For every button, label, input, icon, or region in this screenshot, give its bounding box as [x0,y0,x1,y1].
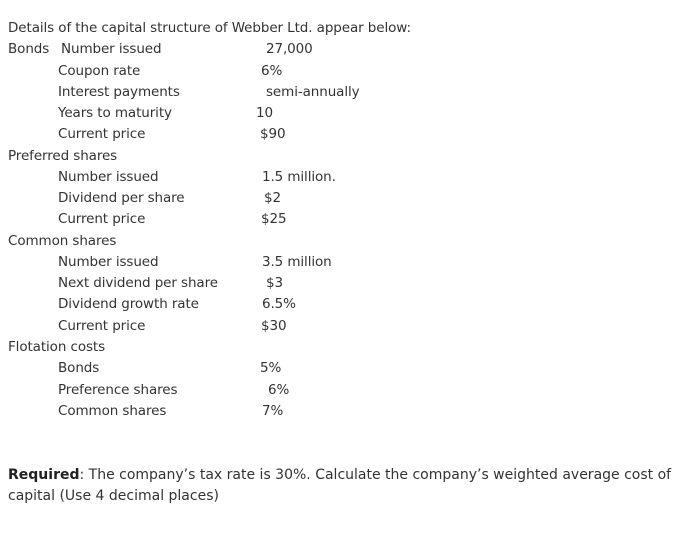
bonds-years-to-maturity-value: 10 [256,105,273,121]
common-next-dividend-value: $3 [266,275,283,291]
bonds-interest-payments-value: semi-annually [266,84,360,100]
flotation-heading: Flotation costs [8,339,106,355]
bonds-current-price-label: Current price [58,126,146,142]
bonds-number-issued-label: Number issued [61,41,162,57]
flotation-preference-shares-label: Preference shares [58,382,178,398]
bonds-coupon-rate-label: Coupon rate [58,63,141,79]
bonds-coupon-rate-value: 6% [261,63,283,79]
preferred-number-issued-value: 1.5 million. [262,169,336,185]
flotation-bonds-value: 5% [260,360,282,376]
required-label: Required [8,467,80,483]
common-current-price-label: Current price [58,318,146,334]
flotation-common-shares-value: 7% [262,403,284,419]
common-dividend-growth-rate-label: Dividend growth rate [58,296,199,312]
common-next-dividend-label: Next dividend per share [58,275,218,291]
preferred-current-price-value: $25 [261,211,287,227]
intro-text: Details of the capital structure of Webber Ltd. appear below: [8,20,411,36]
flotation-bonds-label: Bonds [58,360,100,376]
flotation-preference-shares-value: 6% [268,382,290,398]
preferred-dividend-per-share-label: Dividend per share [58,190,185,206]
preferred-number-issued-label: Number issued [58,169,159,185]
common-current-price-value: $30 [261,318,287,334]
common-number-issued-value: 3.5 million [262,254,332,270]
bonds-years-to-maturity-label: Years to maturity [58,105,172,121]
bonds-number-issued-value: 27,000 [266,41,313,57]
bonds-interest-payments-label: Interest payments [58,84,180,100]
common-number-issued-label: Number issued [58,254,159,270]
preferred-heading: Preferred shares [8,148,118,164]
required-paragraph [8,465,673,507]
bonds-current-price-value: $90 [260,126,286,142]
required-text: : The company’s tax rate is 30%. Calculate the company’s weighted average cost of capital (Use 4 decimal places) [8,467,672,504]
common-dividend-growth-rate-value: 6.5% [262,296,296,312]
preferred-dividend-per-share-value: $2 [264,190,281,206]
common-heading: Common shares [8,233,117,249]
preferred-current-price-label: Current price [58,211,146,227]
flotation-common-shares-label: Common shares [58,403,167,419]
bonds-heading: Bonds [8,41,50,57]
